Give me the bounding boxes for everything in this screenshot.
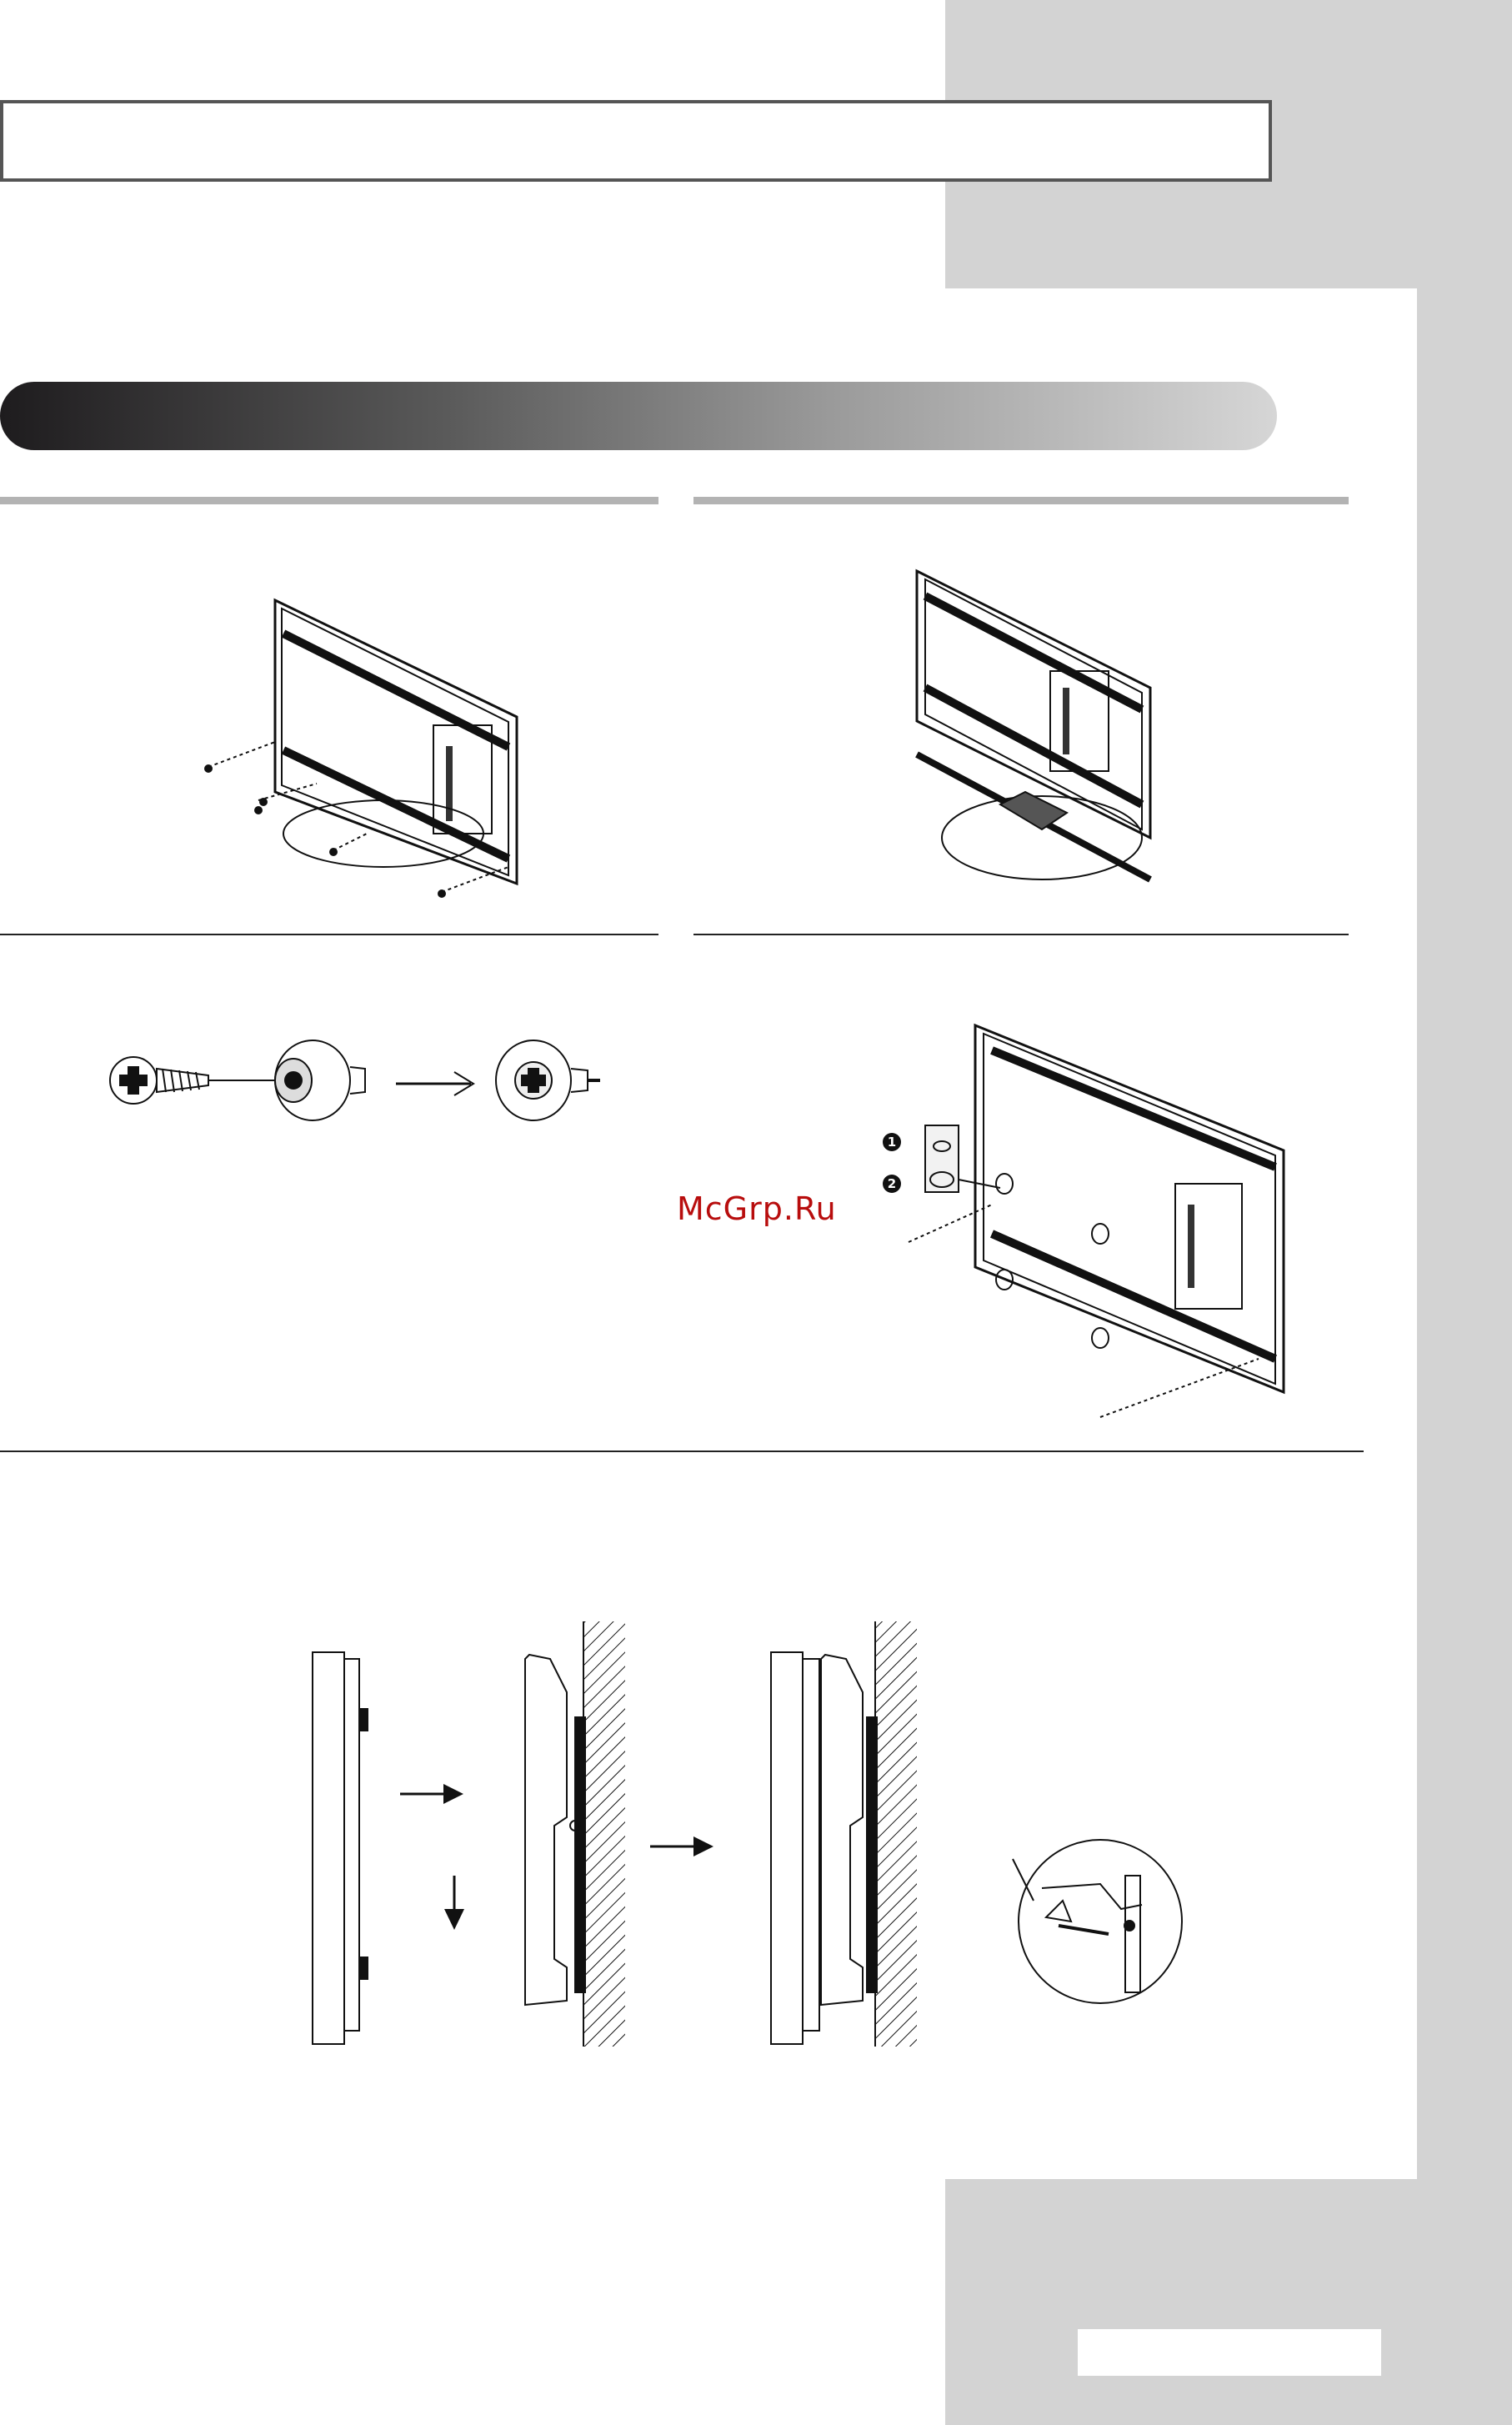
- step-4-rule: [693, 934, 1349, 935]
- section-header-bar: [0, 382, 1277, 450]
- figure-hang-on-wall: [300, 1609, 1217, 2059]
- step-2-rule: [693, 497, 1349, 504]
- step-1-rule: [0, 497, 658, 504]
- step-3-rule: [0, 934, 658, 935]
- figure-screw-spacer-assembly: [100, 1017, 650, 1142]
- callout-2-label: 2: [887, 1176, 897, 1191]
- figure-detach-stand: [900, 554, 1250, 904]
- watermark-text: McGrp.Ru: [677, 1190, 837, 1227]
- right-gray-margin: [1417, 288, 1512, 2179]
- step-5-rule: [0, 1450, 1364, 1452]
- callout-1-label: 1: [887, 1135, 897, 1150]
- page-number-box: [1078, 2329, 1381, 2376]
- title-box: [0, 100, 1272, 182]
- bottom-right-gray-panel: [945, 2179, 1512, 2425]
- figure-attach-spacers: [867, 1017, 1300, 1434]
- figure-remove-stand-screws: [192, 584, 525, 917]
